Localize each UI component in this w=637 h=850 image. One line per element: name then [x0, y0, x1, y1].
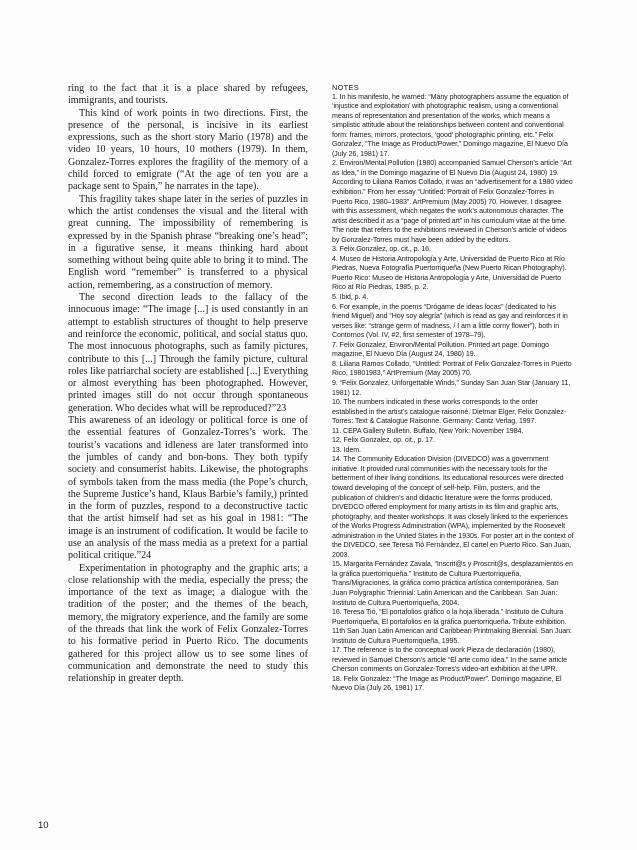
body-paragraph: Experimentation in photography and the graphic arts; a close relationship with the media, especially the press; the importance of the text as image; a dialogue with the tradition of the poster; and the themes of the beach, memory, the migratory experience, and the family are some of the threads that link the work of Felix Gonzalez-Torres to his formative period in Puerto Rico. The documents gathered for this project allow us to see some lines of communication and demonstrate the need to study this relationship in greater depth.: [68, 562, 308, 685]
endnote-16: 16. Teresa Tió, “El portafolios gráfico o la hoja liberada.” Instituto de Cultura Puertorriqueña, El portafolios en la gráfica puertorriqueña. Tribute exhibition. 11th San Juan Latin American and Caribbean Printmaking Biennial. San Juan: Instituto de Cultura Puertorriqueña, 1995.: [332, 609, 572, 645]
endnote-3: 3. Felix Gonzalez, op. cit., p. 16.: [332, 246, 431, 254]
endnote-8: 8. Liliana Ramos Collado, “Untitled: Portrait of Felix Gonzalez-Torres in Puerto Rico, 19801983,” ArtPremium (May 2005) 70.: [332, 360, 572, 378]
page-number: 10: [38, 820, 49, 831]
body-paragraph: This kind of work points in two directions. First, the presence of the personal, is incisive in its earliest expressions, such as the short story Mario (1978) and the video 10 years, 10 hours, 10 mothers (1979). In them, Gonzalez-Torres explores the fragility of the memory of a child forced to emigrate (“At the age of ten you are a package sent to Spain,” he narrates in the tape).: [68, 107, 308, 193]
endnote-5: 5. Ibid, p. 4.: [332, 294, 369, 302]
endnote-11: 11. CEPA Gallery Bulletin. Buffalo, New York: November 1984.: [332, 427, 524, 435]
endnote-1: 1. In his manifesto, he warned: “Many photographers assume the equation of ‘injustice and exploitation’ with photographic realism, using a conventional means of representation and presentation of the works, which means a simplistic attitude about the relationships between content and conventional form: frames, mirrors, protectors, ‘good’ photographic printing, etc.” Felix Gonzalez, “The Image as Product/Power,” Domingo magazine, El Nuevo Día (July 26, 1981) 17.: [332, 93, 569, 158]
notes-heading: NOTES: [332, 83, 359, 92]
body-paragraph: This awareness of an ideology or political force is one of the essential features of Gonzalez-Torres’s work. The tourist’s vacations and idleness are later transformed into the jumbles of candy and bon-bons. They both typify society and consumerist habits. Likewise, the photographs of symbols taken from the mass media (the Pope’s church, the Supreme Justice’s hand, Klaus Barbie’s family,) printed in the form of puzzles, respond to a deconstructive tactic that the artist himself had set as his goal in 1981: “The image is an instrument of codification. It would be facile to use an analysis of the mass media as a pretext for a partial political critique.”24: [68, 415, 308, 562]
body-text-column: [68, 83, 308, 686]
endnote-7: 7. Felix Gonzalez, Environ/Mental Pollution. Printed art page. Domingo magazine, El Nuevo Día (August 24, 1980) 19.: [332, 341, 550, 359]
endnote-6: 6. For example, in the poems “Drógame de ideas locas” (dedicated to his friend Miguel) and “Hoy soy alegría” (which is read as gay and reinforces it in verses like: “strange germ of madness, / I am a little corny flower”), both in Contornos (Vol. IV, #2, first semester of 1978–79).: [332, 303, 568, 340]
body-paragraph: This fragility takes shape later in the series of puzzles in which the artist condenses the visual and the literal with great cunning. The impossibility of remembering is expressed by in the Spanish phrase “breaking one’s head”; in a figurative sense, it means thinking hard about something without being quite able to bring it to mind. The English word “remember” is transferred to a physical action, remembering, as a construction of memory.: [68, 193, 308, 291]
endnote-17: 17. The reference is to the conceptual work Pieza de declaración (1980), reviewed in Samuel Cherson’s article “El arte como idea.” In the same article Cherson comments on Gonzalez-Torres’s video-art exhibition at the UPR.: [332, 647, 567, 674]
endnote-9: 9. “Felix Gonzalez, Unforgettable Winds,” Sunday San Juan Star (January 11, 1981) 12.: [332, 379, 571, 397]
body-paragraph: ring to the fact that it is a place shared by refugees, immigrants, and tourists.: [68, 83, 308, 107]
endnote-14: 14. The Community Education Division (DIVEDCO) was a government initiative. It provided rural communities with the necessary tools for the betterment of their living conditions. Its educational resources were directed toward developing of the concept of self-help. Film, posters, and the publication of children’s and didactic literature were the forms produced. DIVEDCO offered employment for many artists in its film and graphic arts, photography, and theater workshops. It was closely linked to the experiences of the Works Progress Administration (WPA), implemented by the Roosevelt administration in the United States in the 1930s. For poster art in the context of the DIVEDCO, see Teresa Tió Fernández, El cartel en Puerto Rico. San Juan, 2003.: [332, 456, 574, 559]
endnote-10: 10. The numbers indicated in these works corresponds to the order established in the artist’s catalogue raisonné. Dietmar Elger, Felix Gonzalez-Torres: Text & Catalogue Raisonne. Germany: Cantz Verlag, 1997.: [332, 399, 567, 426]
body-paragraph: The second direction leads to the fallacy of the innocuous image: “The image [...] is used constantly in an attempt to establish structures of thought to help preserve and reinforce the economic, political, and social status quo. The most innocuous photographs, such as family pictures, contribute to this [...] Through the family picture, cultural roles like patriarchal society are established [...] Everything or almost everything has been photographed. However, printed images still do not occur through spontaneous generation. Who decides what will be reproduced?”23: [68, 292, 308, 414]
endnote-4: 4. Museo de Historia Antropología y Arte, Universidad de Puerto Rico at Río Piedras, Nueva Fotografía Puertorriqueña (New Puerto Rican Photography). Puerto Rico: Museo de Historia Antropología y Arte, Universidad de Puerto Rico at Río Piedras, 1985, p. 2.: [332, 255, 567, 292]
endnote-12: 12. Felix Gonzalez, op. cit., p. 17.: [332, 437, 435, 445]
endnote-18: 18. Felix Gonzalez: “The Image as Product/Power”. Domingo magazine, El Nuevo Día (July 26, 1981) 17.: [332, 675, 562, 693]
endnote-15: 15. Margarita Fernández Zavala, “Inscrit@s y Proscrit@s, desplazamientos en la gráfica puertorriqueña.” Instituto de Cultura Puertorriqueña, Trans/Migraciones, la gráfica como práctica artística contemporánea. San Juan Polygraphic Triennial: Latin American and the Caribbean. San Juan: Instituto de Cultura Puertorriqueña, 2004.: [332, 561, 573, 607]
endnote-13: 13. Idem.: [332, 446, 361, 454]
notes-column: [332, 83, 574, 694]
endnote-2: 2. Environ/Mental Pollution (1980) accompanied Samuel Cherson’s article “Art as Idea,” in the Domingo magazine of El Nuevo Día (August 24, 1980) 19. According to Liliana Ramos Collado, it was an “advertisement for a 1980 video exhibition.” From her essay “Untitled: Portrait of Felix Gonzalez-Torres in Puerto Rico, 1980–1983”. ArtPremium (May 2005) 70. However, I disagree with this assessment, which negates the work’s autonomous character. The artist described it as a “page of printed art” in his curriculum vitae at the time. The note that refers to the exhibitions reviewed in Cherson’s article of videos by Gonzalez-Torres must have been added by the editors.: [332, 160, 573, 244]
